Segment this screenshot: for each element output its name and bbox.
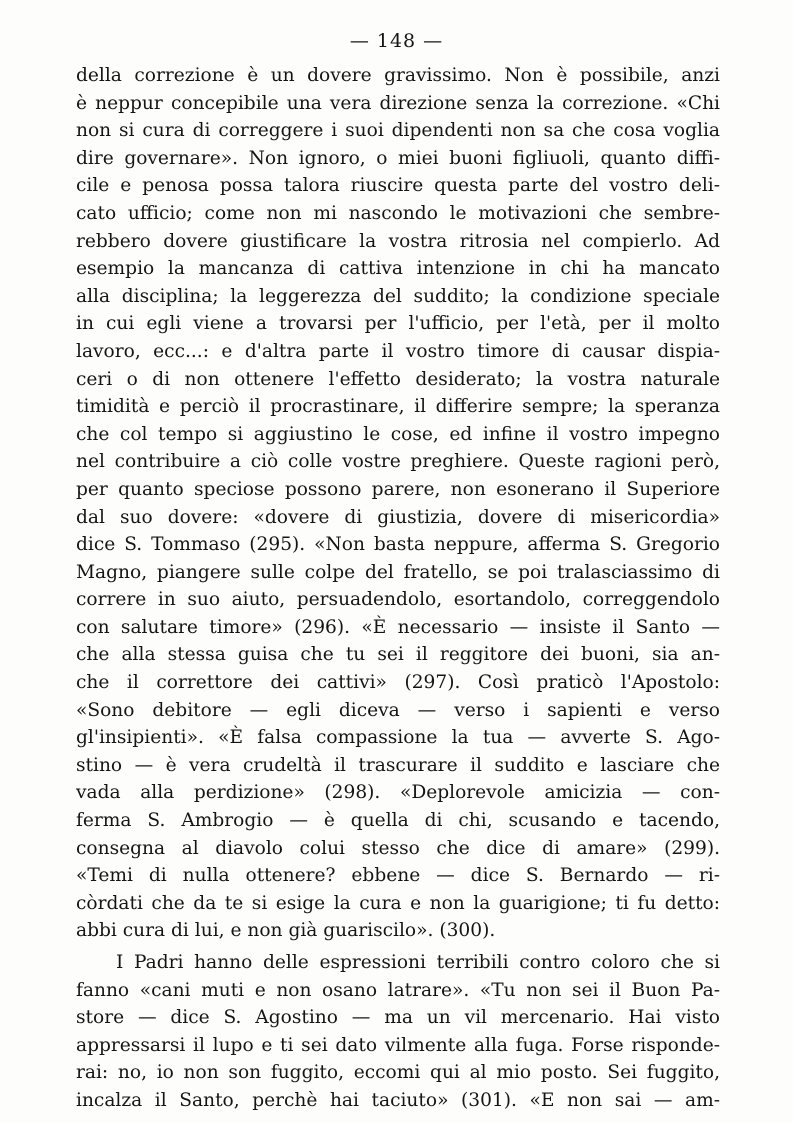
text-line: cile e penosa possa talora riuscire questa parte del vostro deli- [76, 175, 720, 197]
text-line: stino — è vera crudeltà il trascurare il suddito e lasciare che [76, 754, 720, 776]
text-line: I Padri hanno delle espressioni terribili contro coloro che si [116, 952, 720, 973]
text-line: «Temi di nulla ottenere? ebbene — dice S. Bernardo — ri- [76, 865, 720, 887]
text-line: dire governare». Non ignoro, o miei buoni figliuoli, quanto diffi- [76, 147, 720, 169]
page-number: — 148 — [349, 30, 444, 52]
text-line: che col tempo si aggiustino le cose, ed infine il vostro impegno [76, 423, 720, 445]
text-line: rebbero dovere giustificare la vostra ritrosia nel compierlo. Ad [76, 230, 720, 252]
text-line: in cui egli viene a trovarsi per l'ufficio, per l'età, per il molto [76, 313, 720, 335]
text-line: fanno «cani muti e non osano latrare». «Tu non sei il Buon Pa- [76, 979, 720, 1001]
text-line: alla disciplina; la leggerezza del suddito; la condizione speciale [76, 285, 720, 307]
text-line: còrdati che da te si esige la cura e non la guarigione; ti fu detto: [76, 892, 720, 914]
text-line: per quanto speciose possono parere, non esonerano il Superiore [76, 478, 720, 500]
text-line: correre in suo aiuto, persuadendolo, esortandolo, correggendolo [76, 589, 720, 611]
text-line: incalza il Santo, perchè hai taciuto» (301). «E non sai — am- [76, 1089, 720, 1111]
text-line: con salutare timore» (296). «È necessario — insiste il Santo — [76, 616, 720, 638]
text-line: timidità e perciò il procrastinare, il differire sempre; la speranza [76, 396, 720, 418]
text-line: consegna al diavolo colui stesso che dice di amare» (299). [76, 837, 720, 859]
paragraph-2 [76, 949, 720, 1115]
paragraph-1 [76, 62, 720, 945]
text-line: della correzione è un dovere gravissimo. Non è possibile, anzi [76, 65, 720, 86]
text-line: cato ufficio; come non mi nascondo le motivazioni che sembre- [76, 202, 720, 224]
text-line: ceri o di non ottenere l'effetto desiderato; la vostra naturale [76, 368, 720, 390]
text-line: lavoro, ecc...: e d'altra parte il vostro timore di causar dispia- [76, 340, 720, 362]
text-line: store — dice S. Agostino — ma un vil mercenario. Hai visto [76, 1007, 720, 1029]
text-line: vada alla perdizione» (298). «Deplorevole amicizia — con- [76, 782, 720, 804]
text-line: dice S. Tommaso (295). «Non basta neppure, afferma S. Gregorio [76, 534, 720, 556]
text-line: Magno, piangere sulle colpe del fratello, se poi tralasciassimo di [76, 561, 720, 583]
text-line: abbi cura di lui, e non già guariscilo». (300). [76, 920, 496, 942]
text-line: esempio la mancanza di cattiva intenzione in chi ha mancato [76, 258, 720, 280]
text-line: appressarsi il lupo e ti sei dato vilmente alla fuga. Forse risponde- [76, 1034, 720, 1056]
text-line: «Sono debitore — egli diceva — verso i sapienti e verso [76, 699, 720, 721]
text-line: che il correttore dei cattivi» (297). Così praticò l'Apostolo: [76, 672, 720, 694]
text-line: rai: no, io non son fuggito, eccomi qui al mio posto. Sei fuggito, [76, 1062, 720, 1084]
text-line: gl'insipienti». «È falsa compassione la tua — avverte S. Ago- [76, 727, 720, 749]
body-text [76, 62, 720, 1115]
text-line: dal suo dovere: «dovere di giustizia, dovere di misericordia» [76, 506, 720, 528]
text-line: non si cura di correggere i suoi dipendenti non sa che cosa voglia [76, 120, 720, 142]
text-line: è neppur concepibile una vera direzione senza la correzione. «Chi [76, 92, 720, 114]
text-line: nel contribuire a ciò colle vostre preghiere. Queste ragioni però, [76, 451, 720, 473]
text-line: ferma S. Ambrogio — è quella di chi, scusando e tacendo, [76, 810, 720, 832]
text-line: che alla stessa guisa che tu sei il reggitore dei buoni, sia an- [76, 644, 720, 666]
